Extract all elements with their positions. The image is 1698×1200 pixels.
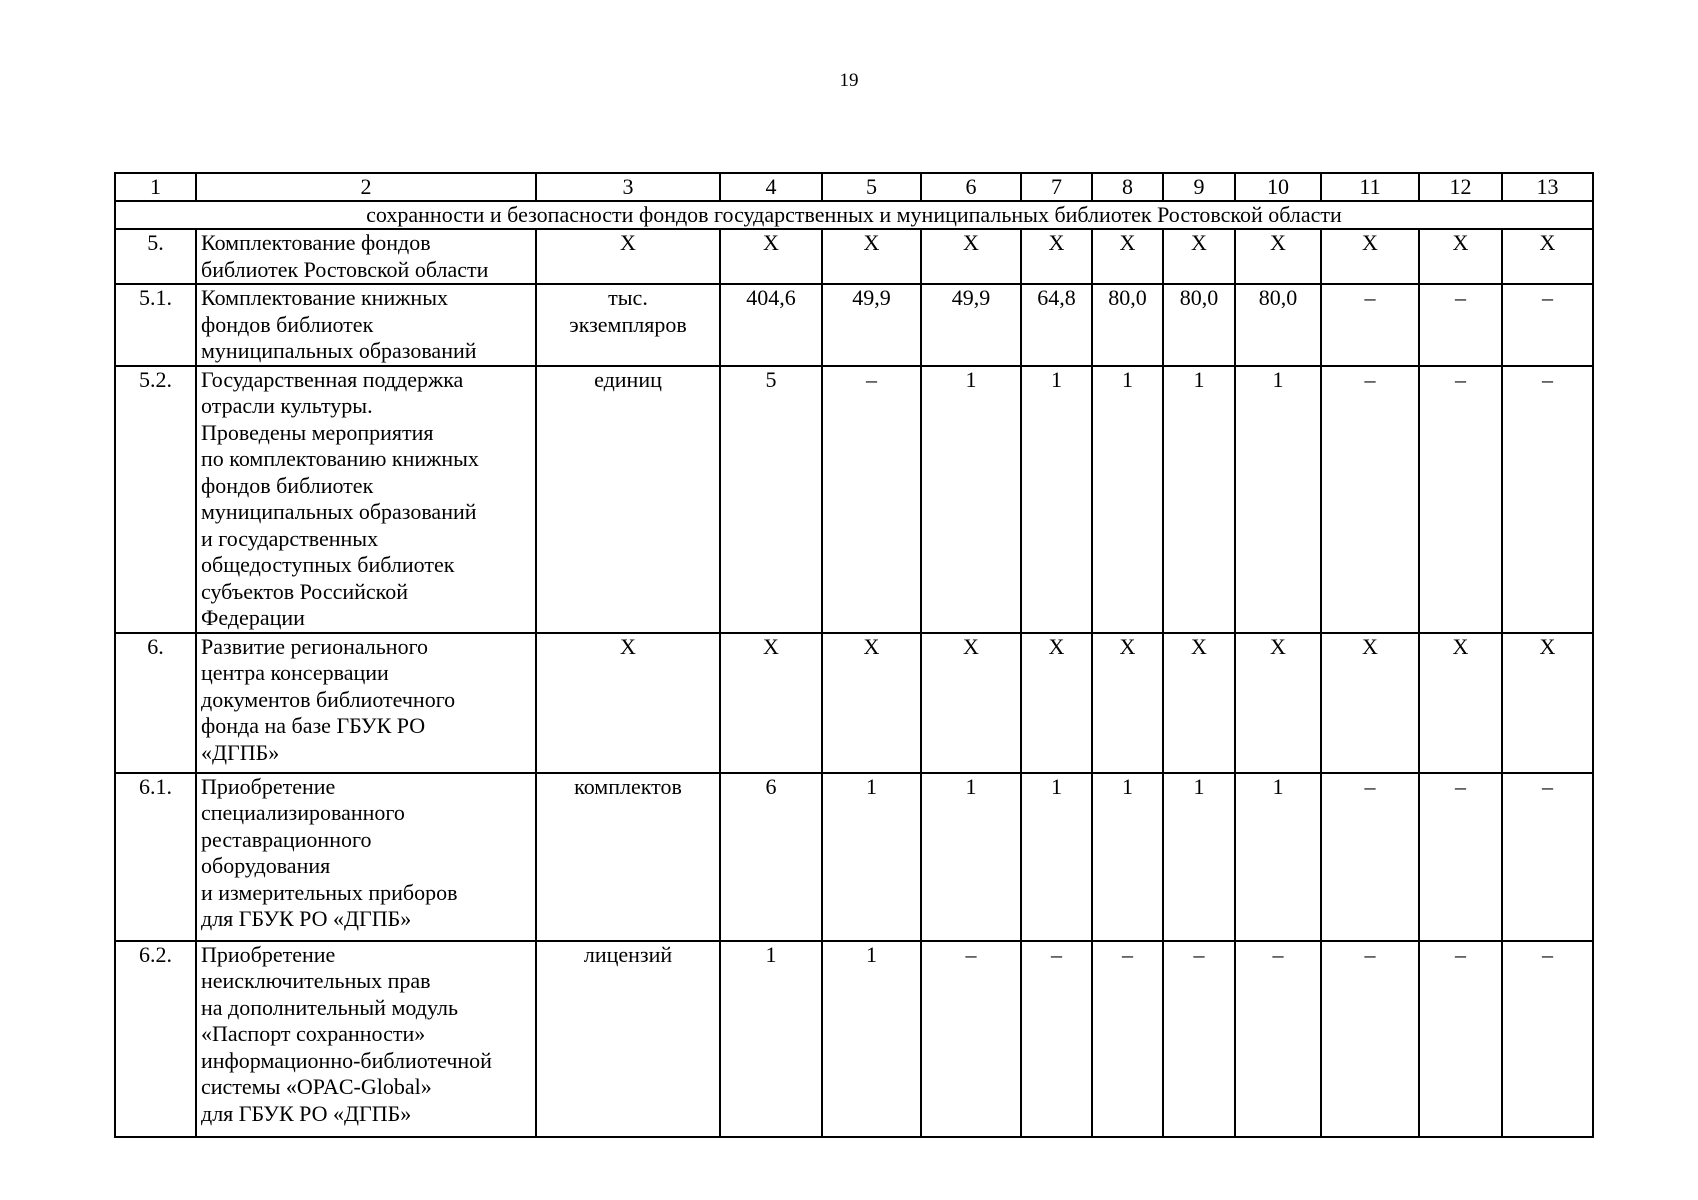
row-value: 1 bbox=[822, 773, 921, 941]
table-row bbox=[115, 229, 1593, 284]
row-indicator-name bbox=[196, 633, 536, 773]
column-number-header-row bbox=[115, 173, 1593, 201]
column-number-header: 3 bbox=[536, 173, 720, 201]
indicator-name-line: для ГБУК РО «ДГПБ» bbox=[201, 906, 412, 931]
page-number: 19 bbox=[839, 70, 859, 91]
indicator-name-line: информационно-библиотечной bbox=[201, 1047, 492, 1073]
row-indicator-name bbox=[196, 773, 536, 941]
row-value: 1 bbox=[1235, 366, 1321, 633]
row-unit bbox=[536, 284, 720, 366]
row-value: 64,8 bbox=[1021, 284, 1092, 366]
unit-line: комплектов bbox=[574, 773, 682, 799]
row-value: Х bbox=[1321, 633, 1419, 773]
row-value: 1 bbox=[921, 773, 1021, 941]
row-value: 1 bbox=[1021, 773, 1092, 941]
row-value: 6 bbox=[720, 773, 822, 941]
row-value: – bbox=[1321, 773, 1419, 941]
indicator-name-line: реставрационного bbox=[201, 826, 372, 852]
row-value: – bbox=[1502, 366, 1593, 633]
unit-line: Х bbox=[620, 230, 636, 255]
row-value: Х bbox=[921, 229, 1021, 284]
row-value: 49,9 bbox=[822, 284, 921, 366]
row-value: – bbox=[1021, 941, 1092, 1137]
column-number-header: 13 bbox=[1502, 173, 1593, 201]
indicator-name-line: библиотек Ростовской области bbox=[201, 256, 489, 282]
row-value: Х bbox=[1321, 229, 1419, 284]
row-value: 1 bbox=[720, 941, 822, 1137]
row-value: Х bbox=[1235, 229, 1321, 284]
row-value: 1 bbox=[1092, 773, 1163, 941]
row-value: 80,0 bbox=[1235, 284, 1321, 366]
unit-line: экземпляров bbox=[569, 311, 687, 337]
row-value: Х bbox=[1419, 633, 1502, 773]
indicator-name-line: документов библиотечного bbox=[201, 686, 456, 712]
indicator-name-line: Развитие регионального bbox=[201, 633, 429, 659]
row-number: 6.1. bbox=[115, 773, 196, 941]
indicator-name-line: Федерации bbox=[201, 605, 305, 630]
row-value: 80,0 bbox=[1092, 284, 1163, 366]
row-value: Х bbox=[822, 229, 921, 284]
column-number-header: 7 bbox=[1021, 173, 1092, 201]
row-indicator-name bbox=[196, 229, 536, 284]
indicator-name-line: муниципальных образований bbox=[201, 338, 477, 363]
row-value: Х bbox=[720, 633, 822, 773]
indicator-name-line: Комплектование фондов bbox=[201, 230, 431, 255]
row-value: – bbox=[1321, 941, 1419, 1137]
row-unit bbox=[536, 366, 720, 633]
row-value: 5 bbox=[720, 366, 822, 633]
row-number: 5.2. bbox=[115, 366, 196, 633]
indicator-name-line: центра консервации bbox=[201, 660, 389, 685]
row-value: Х bbox=[1502, 229, 1593, 284]
unit-line: лицензий bbox=[583, 941, 673, 967]
table-row bbox=[115, 284, 1593, 366]
indicator-name-line: муниципальных образований bbox=[201, 499, 477, 524]
section-title: сохранности и безопасности фондов государственных и муниципальных библиотек Ростовской области bbox=[115, 201, 1593, 229]
row-value: – bbox=[1419, 941, 1502, 1137]
unit-line: единиц bbox=[594, 366, 662, 392]
indicator-name-line: специализированного bbox=[201, 800, 405, 825]
indicator-name-line: фонда на базе ГБУК РО bbox=[201, 713, 426, 738]
row-value: Х bbox=[1021, 633, 1092, 773]
row-indicator-name bbox=[196, 366, 536, 633]
indicator-name-line: Проведены мероприятия bbox=[201, 419, 434, 445]
row-value: – bbox=[1502, 284, 1593, 366]
unit-line: тыс. bbox=[608, 285, 648, 310]
row-value: 49,9 bbox=[921, 284, 1021, 366]
row-value: Х bbox=[822, 633, 921, 773]
row-value: Х bbox=[1092, 633, 1163, 773]
column-number-header: 1 bbox=[115, 173, 196, 201]
column-number-header: 10 bbox=[1235, 173, 1321, 201]
indicator-name-line: для ГБУК РО «ДГПБ» bbox=[201, 1100, 412, 1126]
program-indicators-table bbox=[114, 172, 1594, 1138]
unit-line: Х bbox=[620, 633, 636, 659]
row-value: 404,6 bbox=[720, 284, 822, 366]
row-value: Х bbox=[921, 633, 1021, 773]
indicator-name-line: оборудования bbox=[201, 853, 331, 878]
row-value: – bbox=[1163, 941, 1235, 1137]
column-number-header: 8 bbox=[1092, 173, 1163, 201]
row-value: – bbox=[1321, 366, 1419, 633]
row-value: – bbox=[1502, 941, 1593, 1137]
table-row bbox=[115, 941, 1593, 1137]
indicator-name-line: по комплектованию книжных bbox=[201, 446, 479, 471]
row-value: Х bbox=[1163, 229, 1235, 284]
row-value: 1 bbox=[822, 941, 921, 1137]
row-value: 1 bbox=[1092, 366, 1163, 633]
indicator-name-line: «Паспорт сохранности» bbox=[201, 1021, 426, 1046]
row-value: – bbox=[1419, 284, 1502, 366]
row-value: 1 bbox=[921, 366, 1021, 633]
indicator-name-line: и измерительных приборов bbox=[201, 879, 458, 905]
row-value: Х bbox=[1235, 633, 1321, 773]
row-number: 5. bbox=[115, 229, 196, 284]
indicator-name-line: неисключительных прав bbox=[201, 968, 431, 993]
row-value: – bbox=[1419, 366, 1502, 633]
table-row bbox=[115, 773, 1593, 941]
table-row bbox=[115, 366, 1593, 633]
column-number-header: 9 bbox=[1163, 173, 1235, 201]
row-value: – bbox=[1419, 773, 1502, 941]
row-value: – bbox=[822, 366, 921, 633]
indicator-name-line: системы «OPAC-Global» bbox=[201, 1074, 432, 1099]
row-value: Х bbox=[1419, 229, 1502, 284]
indicator-name-line: на дополнительный модуль bbox=[201, 994, 458, 1020]
indicator-name-line: Комплектование книжных bbox=[201, 285, 448, 310]
row-value: 1 bbox=[1163, 773, 1235, 941]
row-value: 1 bbox=[1235, 773, 1321, 941]
row-value: Х bbox=[1021, 229, 1092, 284]
table-body bbox=[115, 173, 1593, 1137]
row-unit bbox=[536, 633, 720, 773]
column-number-header: 2 bbox=[196, 173, 536, 201]
row-unit bbox=[536, 941, 720, 1137]
row-unit bbox=[536, 229, 720, 284]
row-value: Х bbox=[1502, 633, 1593, 773]
row-indicator-name bbox=[196, 941, 536, 1137]
row-unit bbox=[536, 773, 720, 941]
indicator-name-line: «ДГПБ» bbox=[201, 739, 280, 765]
row-value: – bbox=[1502, 773, 1593, 941]
indicator-name-line: Государственная поддержка bbox=[201, 366, 464, 392]
column-number-header: 4 bbox=[720, 173, 822, 201]
column-number-header: 5 bbox=[822, 173, 921, 201]
row-value: – bbox=[921, 941, 1021, 1137]
row-value: – bbox=[1235, 941, 1321, 1137]
row-value: 80,0 bbox=[1163, 284, 1235, 366]
indicator-name-line: Приобретение bbox=[201, 773, 336, 799]
indicator-name-line: фондов библиотек bbox=[201, 472, 374, 498]
column-number-header: 12 bbox=[1419, 173, 1502, 201]
row-value: 1 bbox=[1163, 366, 1235, 633]
row-value: 1 bbox=[1021, 366, 1092, 633]
indicator-name-line: и государственных bbox=[201, 525, 379, 551]
row-value: Х bbox=[1163, 633, 1235, 773]
row-value: – bbox=[1321, 284, 1419, 366]
indicator-name-line: отрасли культуры. bbox=[201, 393, 373, 418]
indicator-name-line: фондов библиотек bbox=[201, 311, 374, 337]
row-value: – bbox=[1092, 941, 1163, 1137]
row-number: 5.1. bbox=[115, 284, 196, 366]
row-number: 6. bbox=[115, 633, 196, 773]
column-number-header: 11 bbox=[1321, 173, 1419, 201]
indicator-name-line: общедоступных библиотек bbox=[201, 552, 455, 577]
column-number-header: 6 bbox=[921, 173, 1021, 201]
indicator-name-line: субъектов Российской bbox=[201, 578, 409, 604]
row-value: Х bbox=[1092, 229, 1163, 284]
indicator-name-line: Приобретение bbox=[201, 941, 336, 967]
row-number: 6.2. bbox=[115, 941, 196, 1137]
section-title-row bbox=[115, 201, 1593, 229]
row-value: Х bbox=[720, 229, 822, 284]
row-indicator-name bbox=[196, 284, 536, 366]
table-row bbox=[115, 633, 1593, 773]
